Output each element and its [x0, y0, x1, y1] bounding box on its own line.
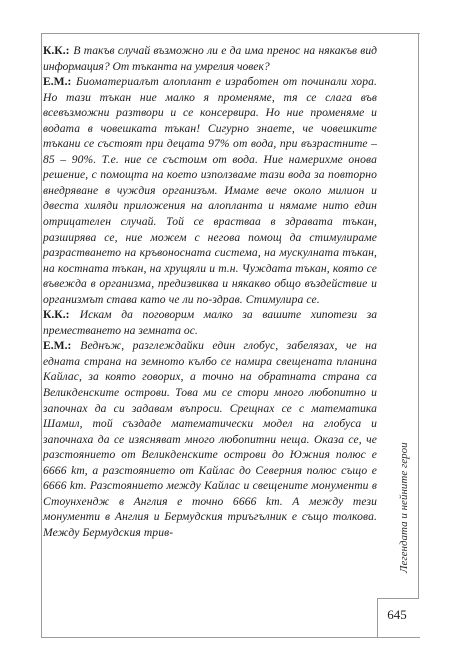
page-number: 645 [387, 607, 407, 622]
speaker-label: К.К.: [43, 308, 70, 322]
body-text [43, 43, 377, 541]
running-title: Легендата и нейните герои [398, 442, 410, 573]
question-text: Искам да поговорим малко за вашите хипотези за преместването на земната ос. [43, 308, 378, 337]
paragraph-question-1 [43, 43, 377, 74]
speaker-label: Е.М.: [43, 75, 72, 89]
speaker-label: Е.М.: [43, 339, 72, 353]
speaker-label: К.К.: [43, 44, 70, 57]
paragraph-question-2 [43, 307, 377, 338]
question-text: В такъв случай възможно ли е да има пренос на някакъв вид информация? От тъканта на умрелия човек? [43, 44, 377, 73]
paragraph-answer-2 [43, 338, 377, 540]
answer-text: Веднъж, разглеждайки един глобус, забелязах, че на едната страна на земното кълбо се намира свещената планина Кайлас, за която говорих, а точно на обратната страна са Великденските острови. Това ми се стори много любопитно и започнах да си задавам въпроси. Срещнах се с математика Шамил, той създаде математически модел на глобуса и започнаха да се изясняват много любопитни неща. Оказа се, че разстоянието от Великденските острови до Южния полюс е 6666 km, а разстоянието от Кайлас до Северния полюс също е 6666 km. Разстоянието между Кайлас и свещените монументи в Стоунхендж в Англия е точно 6666 km. А между тези монументи в Англия и Бермудския триъгълник е също толкова. Между Бермудския трив- [43, 339, 377, 539]
answer-text: Биоматериалът алоплант е изработен от починали хора. Но тази тъкан ние малко я променяме, тя се слага във всевъзможни разтвори и се консервира. Но ние променяме и водата в човешката тъкан! Сигурно знаете, че човешките тъкани се състоят при децата 97% от вода, при възрастните – 85 – 90%. Т.е. ние се състоим от вода. Ние намерихме онова решение, с помощта на което използваме тази вода за повторно внедряване в чуждия организъм. Имаме вече около милион и двеста хиляди приложения на алопланта и нямаме нито един отрицателен случай. Той се врастваа в здравата тъкан, разширява се, ние можем с негова помощ да стимулираме разрастването на кръвоносната система, на мускулната тъкан, на костната тъкан, на хрущяли и т.н. Чуждата тъкан, която се въвежда в организма, предизвиква и някакво общо въздействие и организмът става като че ли по-здрав. Стимулира се. [43, 75, 377, 306]
paragraph-answer-1 [43, 74, 377, 307]
frame-edge [418, 33, 419, 598]
